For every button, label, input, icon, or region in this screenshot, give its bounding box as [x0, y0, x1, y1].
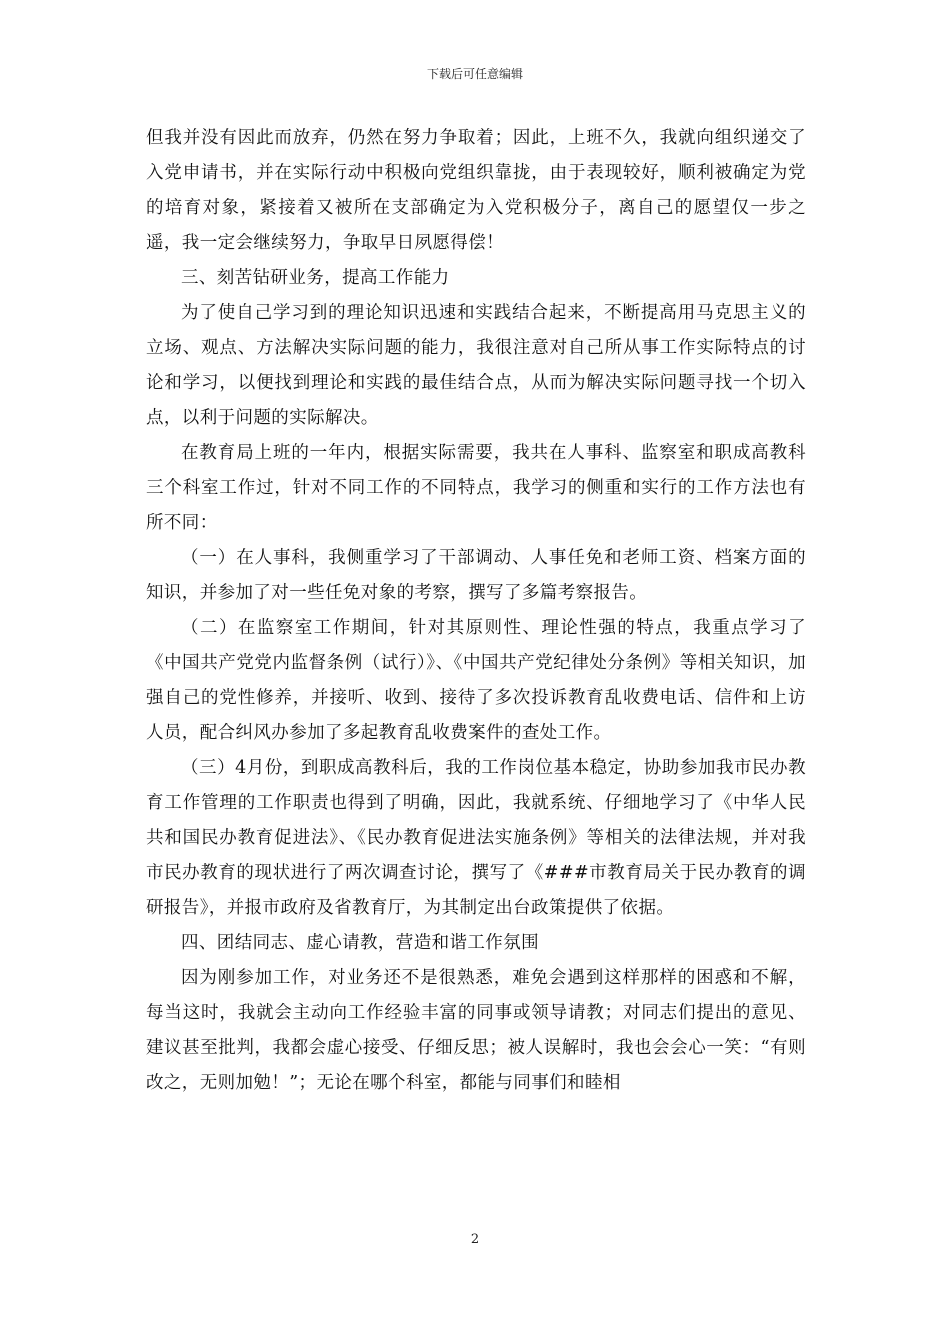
paragraph-supervision-office: （二）在监察室工作期间，针对其原则性、理论性强的特点，我重点学习了《中国共产党党内监督条例（试行）》、《中国共产党纪律处分条例》等相关知识，加强自己的党性修养，并接听、收到、接待了多次投诉教育乱收费电话、信件和上访人员，配合纠风办参加了多起教育乱收费案件的查处工作。 — [146, 618, 806, 743]
page-number: 2 — [470, 1232, 480, 1247]
section-heading-4: 四、团结同志、虚心请教，营造和谐工作氛围 — [181, 933, 539, 953]
paragraph-personnel-dept: （一）在人事科，我侧重学习了干部调动、人事任免和老师工资、档案方面的知识，并参加了对一些任免对象的考察，撰写了多篇考察报告。 — [146, 548, 806, 603]
page-header: 下载后可任意编辑 — [426, 67, 523, 81]
paragraph-continuation: 但我并没有因此而放弃，仍然在努力争取着；因此，上班不久，我就向组织递交了入党申请书，并在实际行动中积极向党组织靠拢，由于表现较好，顺利被确定为党的培育对象，紧接着又被所在支部确定为入党积极分子，离自己的愿望仅一步之遥，我一定会继续努力，争取早日夙愿得偿！ — [146, 128, 806, 253]
paragraph-teamwork: 因为刚参加工作，对业务还不是很熟悉，难免会遇到这样那样的困惑和不解，每当这时，我就会主动向工作经验丰富的同事或领导请教；对同志们提出的意见、建议甚至批判，我都会虚心接受、仔细反思；被人误解时，我也会会心一笑：“有则改之，无则加勉！”；无论在哪个科室，都能与同事们和睦相 — [146, 968, 806, 1093]
paragraph-theory-practice: 为了使自己学习到的理论知识迅速和实践结合起来，不断提高用马克思主义的立场、观点、方法解决实际问题的能力，我很注意对自己所从事工作实际特点的讨论和学习，以便找到理论和实践的最佳结合点，从而为解决实际问题寻找一个切入点，以利于问题的实际解决。 — [146, 303, 806, 428]
document-body — [146, 121, 806, 1101]
section-heading-3: 三、刻苦钻研业务，提高工作能力 — [181, 268, 450, 288]
paragraph-work-overview: 在教育局上班的一年内，根据实际需要，我共在人事科、监察室和职成高教科三个科室工作过，针对不同工作的不同特点，我学习的侧重和实行的工作方法也有所不同： — [146, 443, 806, 533]
paragraph-vocational-dept: （三）4月份，到职成高教科后，我的工作岗位基本稳定，协助参加我市民办教育工作管理的工作职责也得到了明确，因此，我就系统、仔细地学习了《中华人民共和国民办教育促进法》、《民办教育促进法实施条例》等相关的法律法规，并对我市民办教育的现状进行了两次调查讨论，撰写了《###市教育局关于民办教育的调研报告》，并报市政府及省教育厅，为其制定出台政策提供了依据。 — [146, 758, 806, 918]
